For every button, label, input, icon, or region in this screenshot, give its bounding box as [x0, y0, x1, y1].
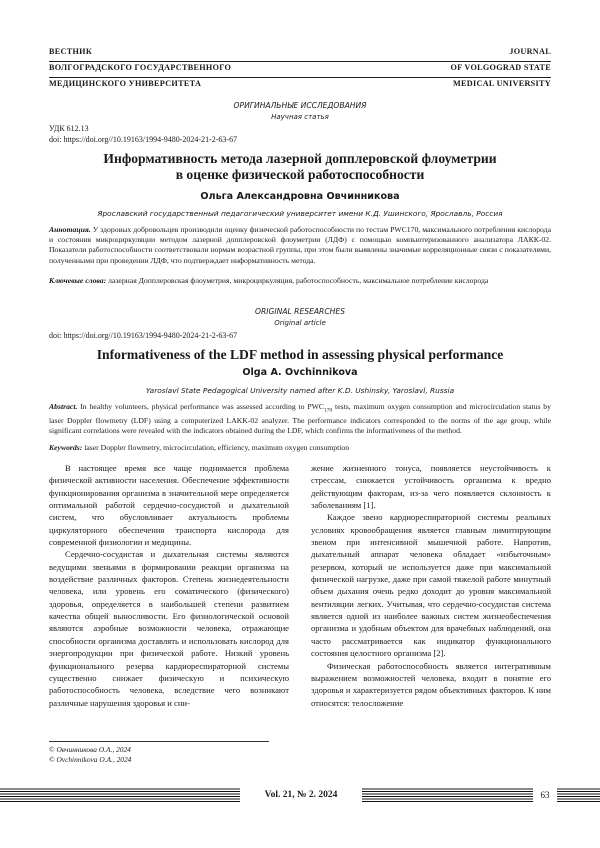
journal-title-ru-line: МЕДИЦИНСКОГО УНИВЕРСИТЕТА: [49, 79, 202, 88]
journal-title-ru: [49, 44, 249, 92]
doi-link-en[interactable]: doi: https://doi.org//10.19163/1994-9480-2024-21-2-63-67: [49, 331, 238, 340]
body-column-left: [49, 462, 289, 709]
journal-title-en: [351, 44, 551, 92]
article-title-en: Informativeness of the LDF method in assessing physical performance: [96, 347, 504, 362]
journal-title-en-line: MEDICAL UNIVERSITY: [453, 79, 551, 88]
keywords-en: [49, 443, 551, 453]
keywords-text-en: laser Doppler flowmetry, microcirculation, efficiency, maximum oxygen consumption: [82, 443, 350, 452]
header-rule: [49, 77, 551, 78]
abstract-text-en-b: tests, maximum oxygen consumption and microcirculation status by laser Doppler flowmetry (LDF) using a computerized LAKK-02 analyzer. The performance indicators corresponded to the norms of the age group, while significant correlations were revealed with the indicators obtained during the LDF, which confirms the informativeness of the method.: [49, 402, 551, 435]
journal-title-en-line: JOURNAL: [509, 47, 551, 56]
body-paragraph: В настоящее время все чаще поднимается проблема физической активности населения. Обеспечение эффективности функционирования организма в значительной мере определяется оптимальной работой сердечно-сосудистой и дыхательной систем, что обусловливает актуальность проблемы циркуляторного обеспечения транспорта кислорода для современной физиологии и медицины.: [49, 463, 289, 548]
journal-title-en-line: OF VOLGOGRAD STATE: [450, 63, 551, 72]
udc-code: УДК 612.13: [49, 124, 89, 133]
affiliation-ru: Ярославский государственный педагогический университет имени К.Д. Ушинского, Ярославль, Россия: [97, 209, 503, 218]
body-paragraph: Каждое звено кардиореспираторной системы реальных условиях кровообращения является главным лимитирующим звеном при интенсивной мышечной работе. Напротив, дыхательный аппарат человека обладает «избыточным» резервом, который не используется даже при максимальной физической нагрузке, даже при самой тяжелой работе минутный объем дыхания очень редко доходит до уровня максимальной вентиляции легких. Учитывая, что сердечно-сосудистая система является одной из наиболее важных систем жизнеобеспечения организма и удобным объектом для врачебных наблюдений, она часто рассматривается как индикатор функционального состояния целостного организма [2].: [311, 512, 551, 659]
doi-link-ru[interactable]: doi: https://doi.org//10.19163/1994-9480-2024-21-2-63-67: [49, 135, 238, 144]
keywords-label-ru: Ключевые слова:: [49, 276, 107, 285]
abstract-label-ru: Аннотация.: [49, 225, 91, 234]
footnote-rule: [49, 741, 269, 742]
article-title-ru-line: в оценке физической работоспособности: [175, 167, 425, 182]
author-name-en: Olga A. Ovchinnikova: [242, 367, 358, 378]
body-paragraph: Сердечно-сосудистая и дыхательная системы являются ведущими звеньями в формировании реакции организма на воздействие различных факторов. Степень жизнедеятельности человека, или уровень его соматического (физического) здоровья, определяется в наибольшей степени развитием качества общей выносливости. Его физиологической основой являются аэробные возможности человека, отражающие способности организма доставлять и использовать кислород для энергопродукции при физической работе. Низкий уровень функционального резерва кардиореспираторной системы существенно снижает физическую и психическую работоспособность человека, вследствие чего возникают различные нарушения здоровья и сни-: [49, 549, 289, 708]
body-paragraph: Физическая работоспособность является интегративным выражением возможностей человека, входит в понятие его здоровья и характеризуется рядом объективных факторов. К ним относятся: телосложение: [311, 660, 551, 708]
affiliation-en: Yaroslavl State Pedagogical University named after K.D. Ushinsky, Yaroslavl, Russia: [145, 386, 455, 395]
abstract-label-en: Abstract.: [49, 402, 78, 411]
keywords-label-en: Keywords:: [49, 443, 83, 452]
keywords-ru: [49, 276, 551, 286]
footer-volume: Vol. 21, № 2. 2024: [240, 788, 362, 802]
author-name-ru: Ольга Александровна Овчинникова: [200, 191, 400, 202]
body-paragraph: жение жизненного тонуса, появляется неустойчивость к стрессам, снижается устойчивость организма к вредно действующим факторам, из-за чего появляется склонность к заболеваниям [1].: [311, 463, 551, 511]
keywords-text-ru: лазерная Допплеровская флоуметрия, микроциркуляция, работоспособность, максимальное потребление кислорода: [106, 276, 489, 285]
header-rule: [49, 61, 551, 62]
article-type-ru: Научная статья: [271, 113, 329, 121]
page-number: 63: [533, 788, 557, 802]
abstract-ru: [49, 225, 551, 266]
article-title-ru: [70, 151, 530, 183]
copyright-line-en: © Ovchinnikova O.A., 2024: [49, 754, 132, 764]
abstract-en: [49, 402, 551, 436]
article-title-ru-line: Информативность метода лазерной допплеровской флоуметрии: [103, 151, 497, 166]
copyright-notice: [49, 745, 131, 764]
abstract-text-ru: У здоровых добровольцев производили оценку физической работоспособности по тестам PWC170, максимального потребления кислорода и состояния микроциркуляции методом лазерной допплеровской флоуметрии (ЛДФ) с помощью компьютеризованного анализатора ЛАКК-02. Показатели работоспособности соответствовали нормам возрастной группы, при этом были выявлены значимые корреляционные связи с показателями, полученными при проведении ЛДФ, что подтверждает информативность метода.: [49, 225, 551, 265]
article-type-en: Original article: [274, 319, 326, 327]
copyright-line-ru: © Овчинникова О.А., 2024: [49, 745, 131, 754]
journal-title-ru-line: ВОЛГОГРАДСКОГО ГОСУДАРСТВЕННОГО: [49, 63, 232, 72]
abstract-text-en-a: In healthy volunteers, physical performance was assessed according to PWC: [77, 402, 324, 411]
journal-title-ru-line: ВЕСТНИК: [49, 47, 93, 56]
body-column-right: [311, 462, 551, 709]
section-heading-en: ORIGINAL RESEARCHES: [255, 307, 345, 316]
abstract-subscript: 170: [323, 407, 333, 414]
section-heading-ru: ОРИГИНАЛЬНЫЕ ИССЛЕДОВАНИЯ: [233, 101, 367, 110]
